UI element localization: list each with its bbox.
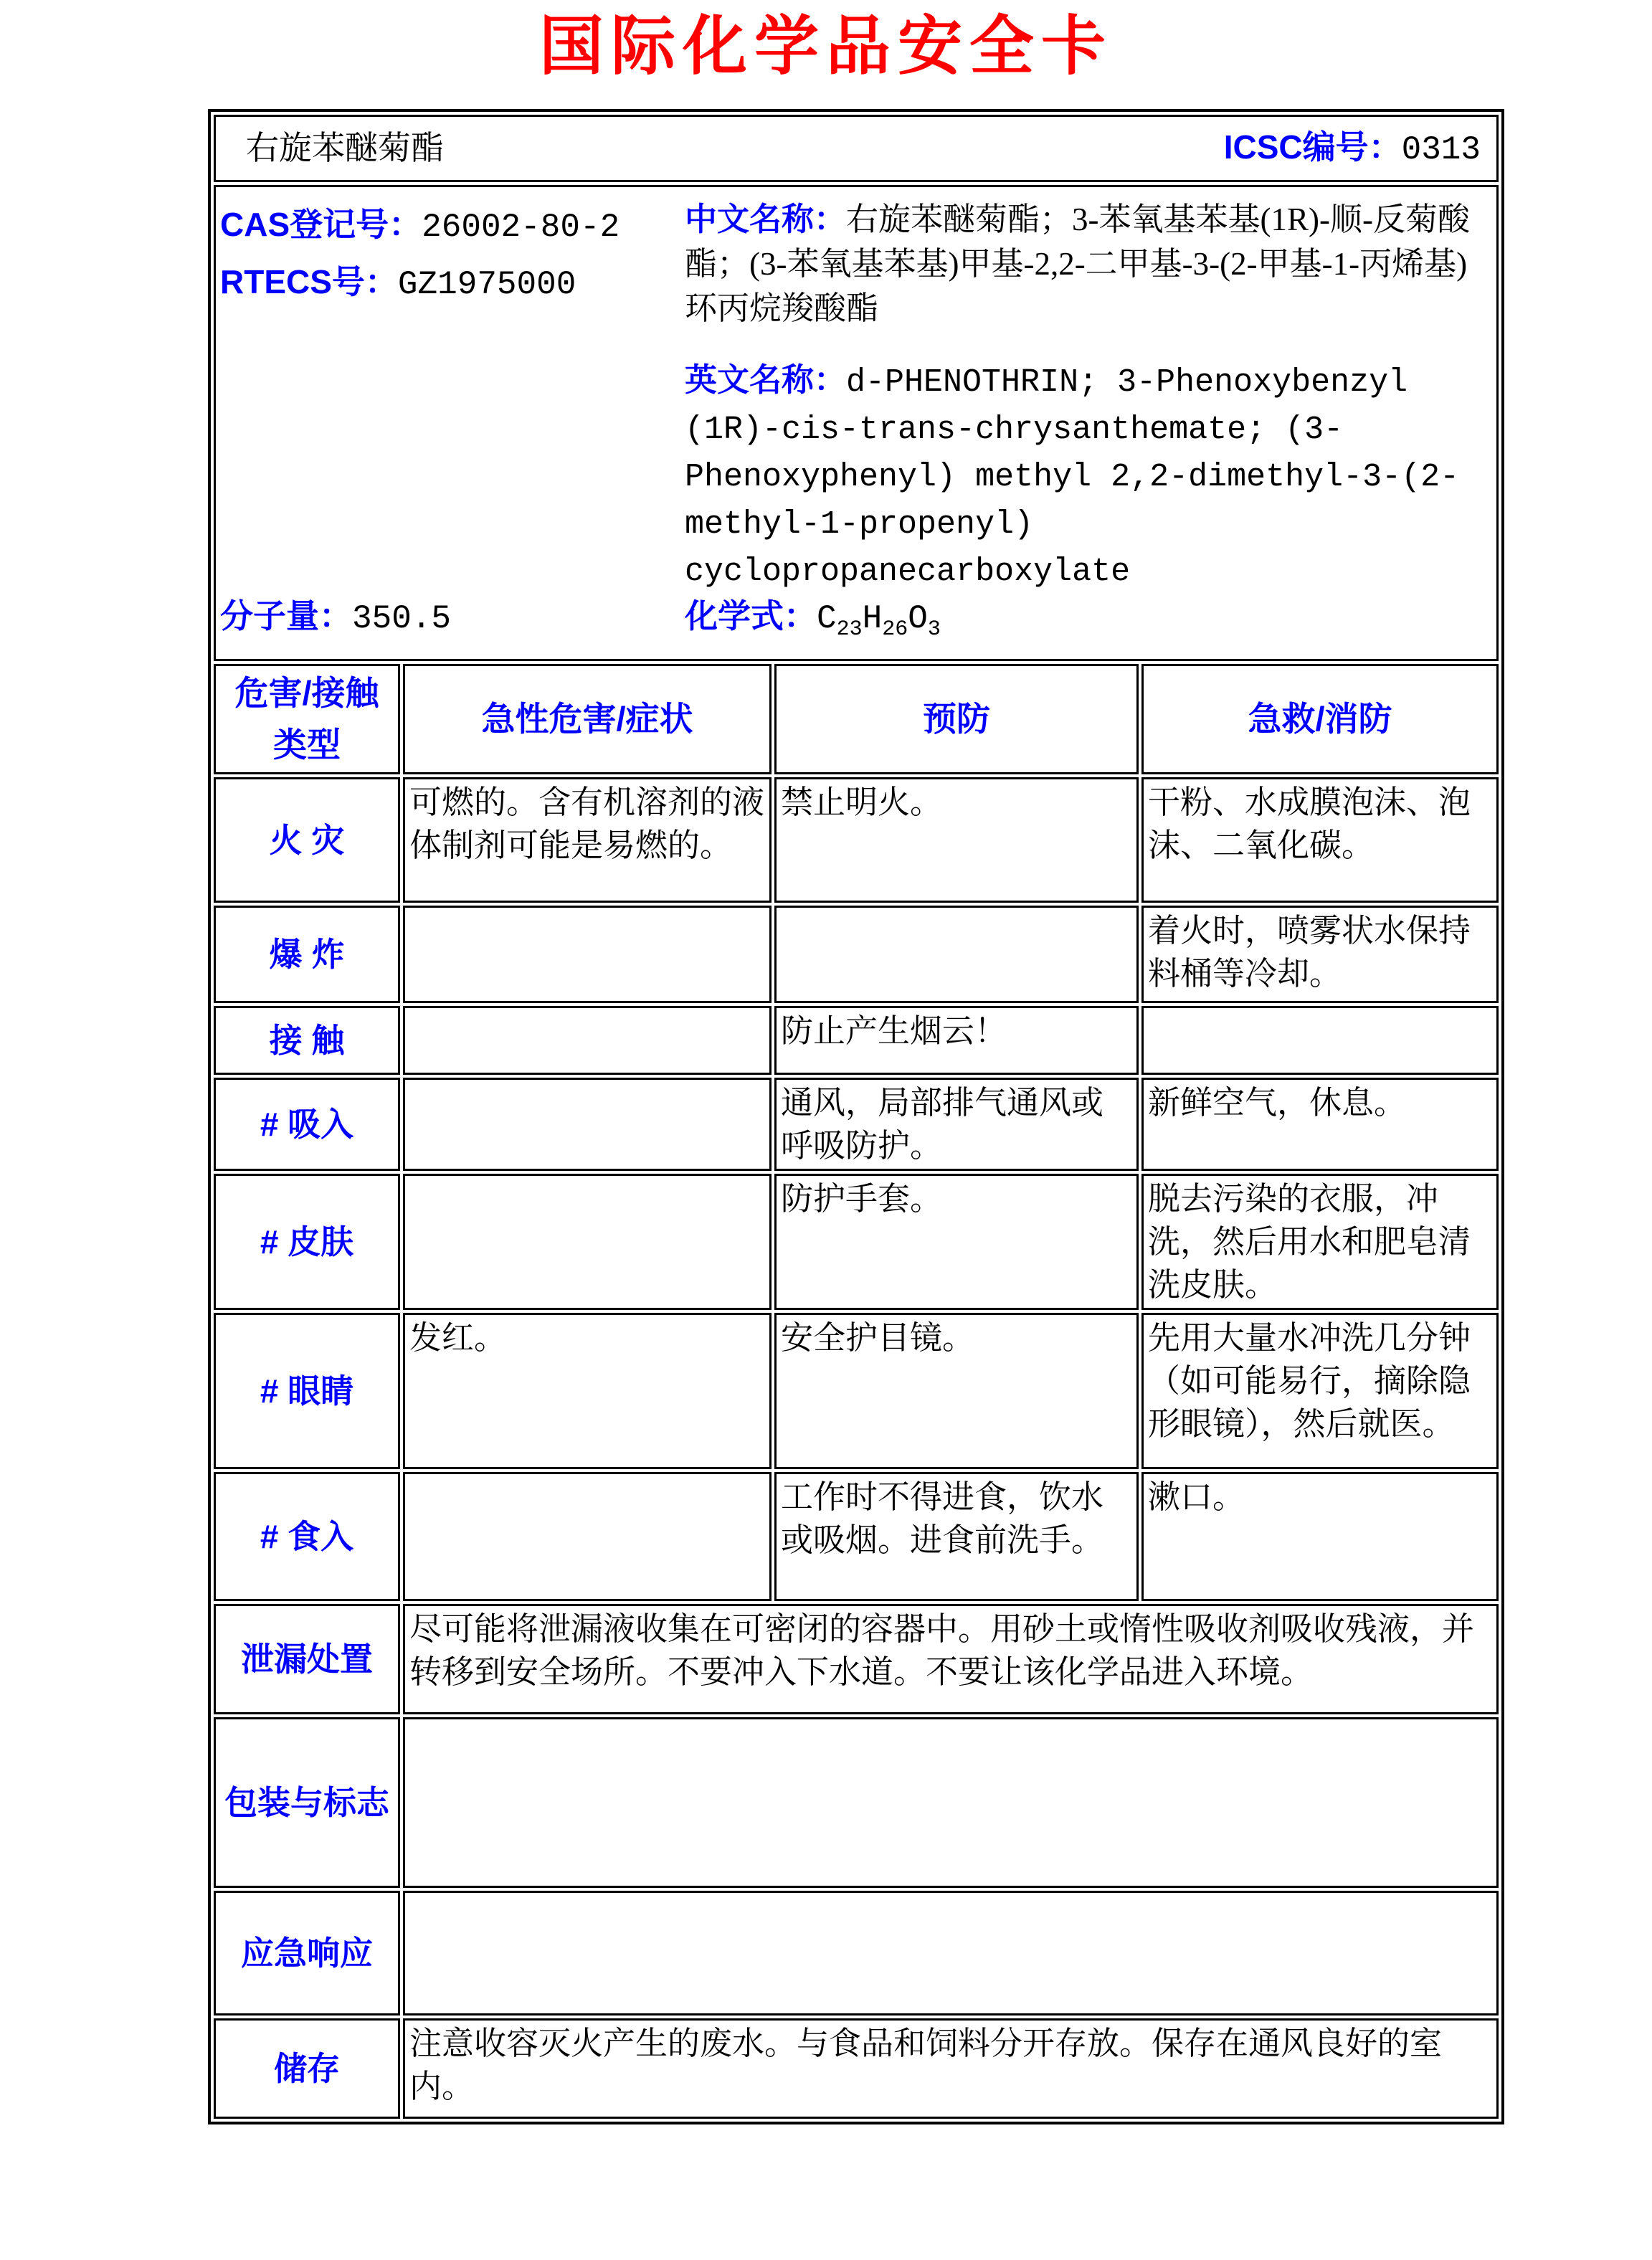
- row-contact: [214, 1006, 1499, 1075]
- row-contact-prevention: 防止产生烟云！: [774, 1006, 1139, 1075]
- row-fire-firstaid: 干粉、水成膜泡沫、泡沫、二氧化碳。: [1141, 777, 1499, 903]
- row-fire-label: 火 灾: [214, 777, 400, 903]
- row-eyes-symptom: 发红。: [403, 1313, 772, 1469]
- chemical-formula-value: [817, 600, 941, 642]
- row-explosion-symptom: [403, 906, 772, 1003]
- row-explosion-prevention: [774, 906, 1139, 1003]
- row-skin-prevention: 防护手套。: [774, 1174, 1139, 1310]
- formula-element-h: H: [862, 600, 883, 637]
- row-eyes-firstaid: 先用大量水冲洗几分钟（如可能易行，摘除隐形眼镜），然后就医。: [1141, 1313, 1499, 1469]
- row-eyes: [214, 1313, 1499, 1469]
- english-name-paragraph: [685, 358, 1489, 594]
- column-header-prevention: 预防: [774, 664, 1139, 774]
- row-storage-content: 注意收容灭火产生的废水。与食品和饲料分开存放。保存在通风良好的室内。: [403, 2018, 1499, 2119]
- row-ingestion-symptom: [403, 1472, 772, 1601]
- row-contact-symptom: [403, 1006, 772, 1075]
- row-ingestion: [214, 1472, 1499, 1601]
- row-ingestion-prevention: 工作时不得进食，饮水或吸烟。进食前洗手。: [774, 1472, 1139, 1601]
- icsc-number: [1224, 125, 1481, 171]
- substance-name: 右旋苯醚菊酯: [246, 130, 444, 166]
- cas-number-line: [220, 197, 685, 255]
- row-skin-label: # 皮肤: [214, 1174, 400, 1310]
- row-inhalation-label: # 吸入: [214, 1078, 400, 1171]
- icsc-number-value: 0313: [1401, 131, 1481, 168]
- english-name-text: d-PHENOTHRIN; 3-Phenoxybenzyl (1R)-cis-trans-chrysanthemate; (3-Phenoxyphenyl) methyl 2,2-dimethyl-3-(2-methyl-1-propenyl) cyclopropanecarboxylate: [685, 364, 1460, 590]
- chemical-formula-line: [685, 594, 1489, 640]
- formula-subscript-c: 23: [836, 617, 863, 642]
- rtecs-number-line: [220, 255, 685, 312]
- column-header-firstaid-firefighting: 急救/消防: [1141, 664, 1499, 774]
- rtecs-label: RTECS号：: [220, 263, 398, 300]
- row-storage-label: 储存: [214, 2018, 400, 2119]
- row-ingestion-firstaid: 漱口。: [1141, 1472, 1499, 1601]
- cas-value: 26002-80-2: [422, 209, 620, 246]
- row-explosion: [214, 906, 1499, 1003]
- row-inhalation-symptom: [403, 1078, 772, 1171]
- row-eyes-label: # 眼睛: [214, 1313, 400, 1469]
- substance-header-row: [214, 115, 1499, 182]
- molecular-weight-label: 分子量：: [220, 597, 352, 635]
- row-explosion-firstaid: 着火时，喷雾状水保持料桶等冷却。: [1141, 906, 1499, 1003]
- row-contact-firstaid: [1141, 1006, 1499, 1075]
- molecular-weight-line: [220, 594, 685, 640]
- row-packaging-labelling-label: 包装与标志: [214, 1717, 400, 1888]
- row-eyes-prevention: 安全护目镜。: [774, 1313, 1139, 1469]
- row-ingestion-label: # 食入: [214, 1472, 400, 1601]
- molecular-weight-value: 350.5: [352, 600, 452, 637]
- identification-row: [214, 185, 1499, 661]
- column-header-hazard-type: 危害/接触类型: [214, 664, 400, 774]
- english-name-label: 英文名称：: [685, 361, 847, 398]
- row-inhalation: [214, 1078, 1499, 1171]
- chinese-name-label: 中文名称：: [685, 201, 847, 237]
- row-packaging-labelling-content: [403, 1717, 1499, 1888]
- page-title: 国际化学品安全卡: [539, 11, 1113, 82]
- rtecs-value: GZ1975000: [397, 266, 576, 303]
- row-storage: [214, 2018, 1499, 2119]
- row-packaging-labelling: [214, 1717, 1499, 1888]
- row-fire: [214, 777, 1499, 903]
- formula-subscript-o: 3: [927, 617, 941, 642]
- column-header-acute-symptoms: 急性危害/症状: [403, 664, 772, 774]
- chemical-formula-label: 化学式：: [685, 597, 817, 635]
- icsc-number-label: ICSC编号：: [1223, 128, 1402, 166]
- substance-header-cell: [214, 115, 1499, 182]
- chinese-name-text: 右旋苯醚菊酯；3-苯氧基苯基(1R)-顺-反菊酸酯；(3-苯氧基苯基)甲基-2,2-二甲基-3-(2-甲基-1-丙烯基)环丙烷羧酸酯: [685, 201, 1470, 326]
- row-fire-prevention: 禁止明火。: [774, 777, 1139, 903]
- row-skin: [214, 1174, 1499, 1310]
- registry-numbers-block: [220, 197, 685, 594]
- row-explosion-label: 爆 炸: [214, 906, 400, 1003]
- chemical-names-block: [685, 197, 1489, 594]
- row-fire-symptom: 可燃的。含有机溶剂的液体制剂可能是易燃的。: [403, 777, 772, 903]
- row-spillage-disposal-content: 尽可能将泄漏液收集在可密闭的容器中。用砂土或惰性吸收剂吸收残液，并转移到安全场所。不要冲入下水道。不要让该化学品进入环境。: [403, 1604, 1499, 1714]
- row-emergency-response-content: [403, 1891, 1499, 2016]
- row-emergency-response: [214, 1891, 1499, 2016]
- row-inhalation-firstaid: 新鲜空气，休息。: [1141, 1078, 1499, 1171]
- icsc-card-table: [208, 109, 1504, 2124]
- row-contact-label: 接 触: [214, 1006, 400, 1075]
- row-skin-symptom: [403, 1174, 772, 1310]
- row-emergency-response-label: 应急响应: [214, 1891, 400, 2016]
- formula-element-o: O: [908, 600, 928, 637]
- row-spillage-disposal-label: 泄漏处置: [214, 1604, 400, 1714]
- hazard-header-row: [214, 664, 1499, 774]
- identification-cell: [214, 185, 1499, 661]
- row-inhalation-prevention: 通风，局部排气通风或呼吸防护。: [774, 1078, 1139, 1171]
- row-skin-firstaid: 脱去污染的衣服，冲洗，然后用水和肥皂清洗皮肤。: [1141, 1174, 1499, 1310]
- formula-subscript-h: 26: [882, 617, 908, 642]
- chinese-name-paragraph: [685, 197, 1489, 331]
- formula-element-c: C: [817, 600, 837, 637]
- row-spillage-disposal: [214, 1604, 1499, 1714]
- cas-label: CAS登记号：: [220, 206, 422, 243]
